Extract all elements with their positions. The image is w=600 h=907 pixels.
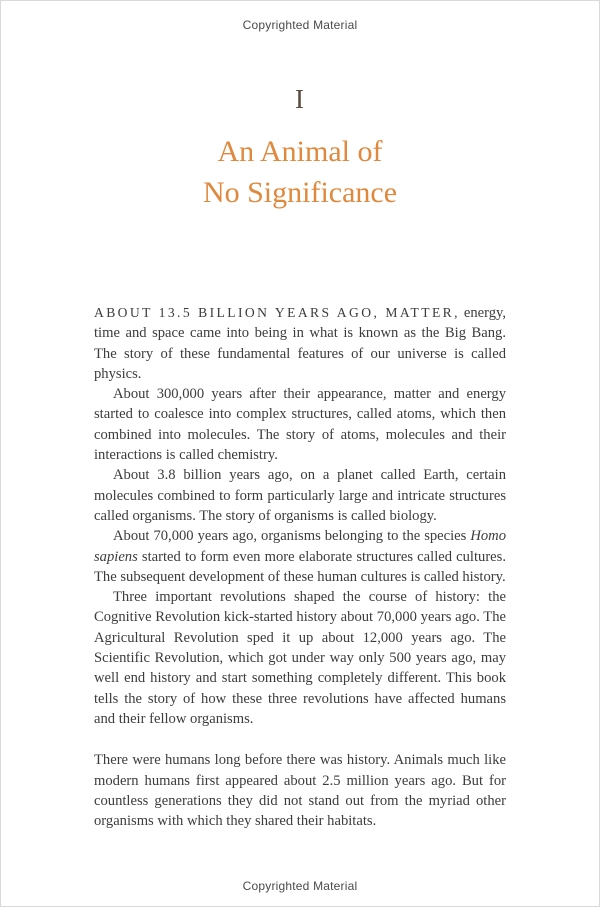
copyright-notice-bottom: Copyrighted Material bbox=[242, 879, 358, 893]
chapter-number: I bbox=[295, 84, 305, 114]
opening-rest: energy, time and space came into being in what is known as the Big Bang. The story of these fundamental features of our universe is called physics. bbox=[94, 305, 507, 382]
body-text bbox=[94, 303, 506, 831]
paragraph-biology: About 3.8 billion years ago, on a planet called Earth, certain molecules combined to form particularly large and intricate structures called organisms. The story of organisms is called biology. bbox=[94, 467, 506, 524]
species-after: started to form even more elaborate structures called cultures. The subsequent development of these human cultures is called history. bbox=[94, 548, 506, 585]
paragraph-revolutions: Three important revolutions shaped the course of history: the Cognitive Revolution kick-started history about 70,000 years ago. The Agricultural Revolution sped it up about 12,000 years ago. The Scientific Revolution, which got under way only 500 years ago, may well end history and start something completely different. This book tells the story of how these three revolutions have affected humans and their fellow organisms. bbox=[94, 589, 506, 727]
paragraph-closing: There were humans long before there was history. Animals much like modern humans first appeared about 2.5 million years ago. But for countless generations they did not stand out from the myriad other organisms with which they shared their habitats. bbox=[94, 752, 506, 830]
chapter-title-line2: No Significance bbox=[202, 176, 398, 209]
species-before: About 70,000 years ago, organisms belonging to the species bbox=[113, 528, 471, 545]
paragraph-opening bbox=[94, 303, 506, 384]
copyright-notice-top: Copyrighted Material bbox=[242, 18, 358, 32]
species-italic: Homo sapiens bbox=[94, 528, 506, 565]
paragraph-history bbox=[94, 526, 506, 587]
opening-smallcaps: ABOUT 13.5 BILLION YEARS AGO, MATTER, bbox=[94, 305, 460, 320]
chapter-title bbox=[1, 131, 599, 213]
paragraph-chemistry: About 300,000 years after their appearance, matter and energy started to coalesce into complex structures, called atoms, which then combined into molecules. The story of atoms, molecules and their interactions is called chemistry. bbox=[94, 386, 506, 464]
chapter-title-line1: An Animal of bbox=[217, 135, 383, 168]
